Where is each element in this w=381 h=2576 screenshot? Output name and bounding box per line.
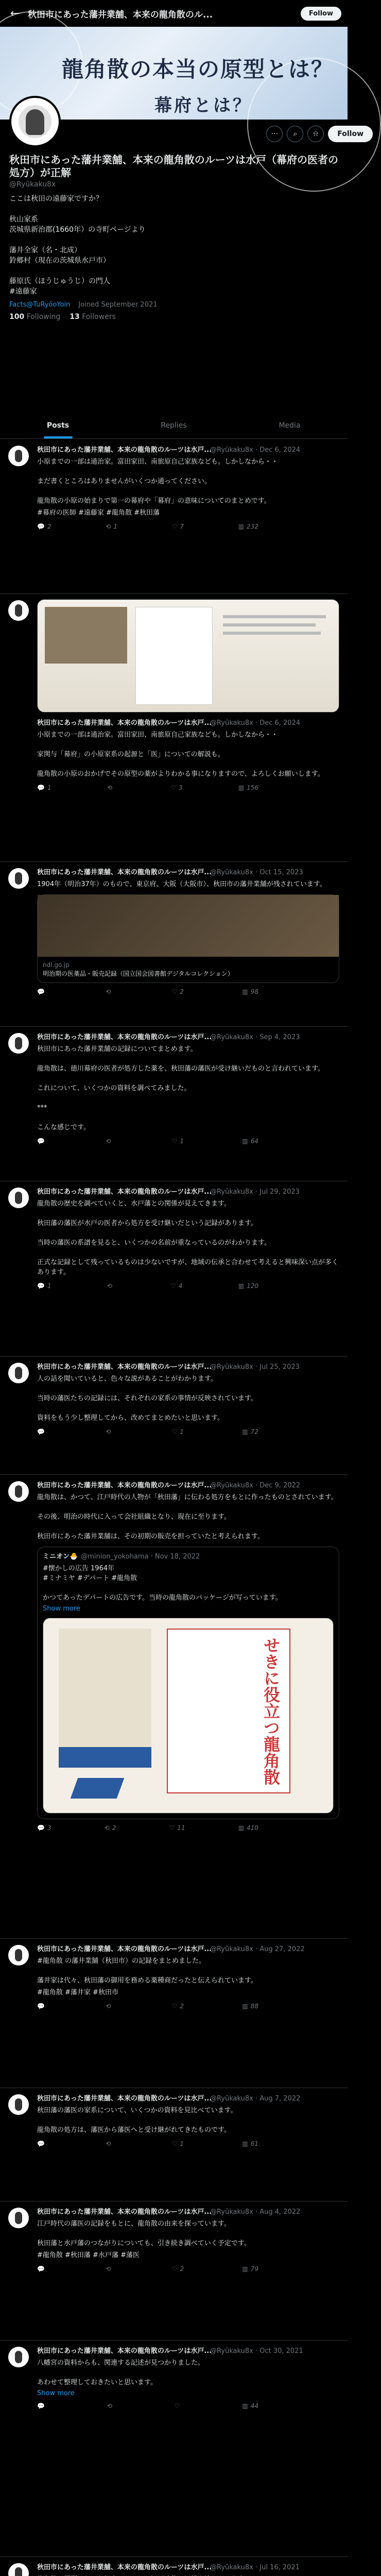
heart-icon[interactable]: ♡ 4 bbox=[170, 1282, 183, 1290]
reply-icon[interactable]: 💬 bbox=[37, 988, 45, 995]
repost-icon[interactable]: ⟲ 1 bbox=[106, 523, 117, 530]
views-icon[interactable]: ▥ 120 bbox=[238, 1282, 258, 1290]
tweet-actions bbox=[37, 784, 258, 791]
notification-bell-icon[interactable]: ⍾ bbox=[307, 126, 324, 142]
profile-avatar[interactable] bbox=[9, 96, 61, 147]
heart-icon[interactable]: ♡ 7 bbox=[171, 523, 184, 530]
tweet-actions bbox=[37, 523, 258, 530]
views-icon[interactable]: ▥ 61 bbox=[242, 2140, 258, 2147]
tweet-text: 龍角散の歴史を調べていくと、水戸藩との関係が見えてきます。 秋田藩の藩医が水戸の医者から処方を受け継いだという記録があります。 当時の藩医の系譜を見ると、いくつかの名前が重なっているのがわかります。 正式な記録として残っているものは少ないですが、地域の伝承と合わせて考えると興味深い点が多くあります。 bbox=[37, 1200, 339, 1276]
avatar[interactable] bbox=[8, 2347, 29, 2367]
avatar[interactable] bbox=[8, 2208, 29, 2228]
repost-icon[interactable]: ⟲ bbox=[106, 988, 111, 995]
quote-meta: @minion_yokohama · Nov 18, 2022 bbox=[81, 1553, 200, 1561]
tweet-meta: @Ryūkaku8x · Dec 6, 2024 bbox=[210, 719, 301, 727]
tweet-author[interactable]: 秋田市にあった藩井業舗、本来の龍角散のルーツは水戸... bbox=[37, 2347, 212, 2355]
tweet[interactable] bbox=[0, 1939, 348, 2088]
tweet-author[interactable]: 秋田市にあった藩井業舗、本来の龍角散のルーツは水戸... bbox=[37, 2208, 212, 2216]
views-icon[interactable]: ▥ 79 bbox=[242, 2265, 258, 2273]
reply-icon[interactable]: 💬 bbox=[37, 2140, 45, 2147]
tweet-hashtags[interactable]: #龍角散 #藩井家 #秋田市 bbox=[37, 1989, 118, 1996]
tab-media[interactable]: Media bbox=[279, 421, 301, 430]
tweet-actions bbox=[37, 2265, 258, 2273]
tweet-hashtags[interactable]: #龍角散 #秋田藩 #水戸藩 #藩医 bbox=[37, 2251, 140, 2259]
tweet-actions bbox=[37, 2402, 258, 2410]
link-card-image bbox=[38, 895, 339, 957]
tweet[interactable] bbox=[0, 2557, 348, 2576]
tweet-author[interactable]: 秋田市にあった藩井業舗、本来の龍角散のルーツは水戸... bbox=[37, 1033, 212, 1041]
views-icon[interactable]: ▥ 156 bbox=[238, 784, 258, 791]
heart-icon[interactable]: ♡ 1 bbox=[171, 1428, 184, 1435]
tweet-meta: @Ryūkaku8x · Aug 27, 2022 bbox=[210, 1945, 305, 1953]
tweet[interactable] bbox=[0, 862, 348, 1027]
tweet-meta: @Ryūkaku8x · Dec 9, 2022 bbox=[210, 1482, 301, 1489]
tweet-author[interactable]: 秋田市にあった藩井業舗、本来の龍角散のルーツは水戸... bbox=[37, 869, 212, 876]
tweet[interactable] bbox=[0, 1181, 348, 1357]
show-more-link[interactable]: Show more bbox=[37, 2389, 75, 2397]
heart-icon[interactable]: ♡ 2 bbox=[171, 988, 184, 995]
repost-icon[interactable]: ⟲ bbox=[107, 2402, 112, 2410]
profile-joined: Joined September 2021 bbox=[78, 301, 158, 309]
reply-icon[interactable]: 💬 bbox=[37, 1428, 45, 1435]
tweet-actions bbox=[37, 1824, 258, 1832]
repost-icon[interactable]: ⟲ bbox=[107, 1282, 112, 1290]
store-building bbox=[59, 1629, 151, 1747]
avatar[interactable] bbox=[8, 600, 29, 621]
heart-icon[interactable]: ♡ 3 bbox=[170, 784, 183, 791]
tweet-actions bbox=[37, 1138, 258, 1145]
tweet-text: 龍角散は、かつて、江戸時代の人物が「秋田藩」に伝わる処方をもとに作ったものとされています。 その後、明治の時代に入って会社組織となり、現在に至ります。 秋田市にあった藩井業舗は、その初期の販売を担っていたと考えられます。 bbox=[37, 1494, 338, 1540]
heart-icon[interactable]: ♡ 1 bbox=[171, 1138, 184, 1145]
quote-tweet[interactable] bbox=[37, 1547, 339, 1819]
tweet[interactable] bbox=[0, 1475, 348, 1939]
views-icon[interactable]: ▥ 64 bbox=[242, 1138, 258, 1145]
avatar[interactable] bbox=[8, 1481, 29, 1502]
profile-location[interactable]: Facts@TuRyōoYoin bbox=[9, 301, 71, 309]
banner-line-2: 幕府とは？ bbox=[154, 95, 252, 116]
profile-stats bbox=[9, 313, 339, 321]
profile-bio: ここは秋田の遠藤家ですか？ 秋山家系 茨城県新治郡(1660年）の寺町ページより 藩井全家（名・北成） 鈴郷村（現在の茨城県水戸市） 藤原氏（ほうじゅうじ）の門人 #遠藤家 bbox=[9, 195, 146, 296]
banner-line-1: 龍角散の本当の原型とは？ bbox=[62, 57, 334, 82]
reply-icon[interactable]: 💬 bbox=[37, 2402, 45, 2410]
tweet-text: 小原までの一部は通治家。富田家田、南旅原自己家族なども。しかしなから・・ 家関与「幕府」の小原家系の起源と「医」についての解説も。 龍角散の小原のおかげでその原型の薬がよりわかる事になりますので、よろしくお願いします。 bbox=[37, 731, 324, 778]
profile-handle: @Ryūkaku8x bbox=[9, 180, 56, 189]
tweet-author[interactable]: 秋田市にあった藩井業舗、本来の龍角散のルーツは水戸... bbox=[37, 1945, 212, 1953]
profile-name: 秋田市にあった藩井業舗、本来の龍角散のルーツは水戸（幕府の医者の処方）が正解 bbox=[9, 154, 338, 179]
tweet-author[interactable]: 秋田市にあった藩井業舗、本来の龍角散のルーツは水戸... bbox=[37, 1188, 212, 1196]
avatar[interactable] bbox=[8, 1188, 29, 1208]
profile-info bbox=[9, 154, 339, 321]
link-card-domain: ndl.go.jp bbox=[43, 961, 70, 969]
bird-logo-icon bbox=[71, 1778, 125, 1799]
tweet-meta: @Ryūkaku8x · Aug 4, 2022 bbox=[210, 2208, 301, 2216]
reply-icon[interactable]: 💬 1 bbox=[37, 784, 51, 791]
repost-icon[interactable]: ⟲ bbox=[107, 784, 112, 791]
link-card-desc: 明治期の医薬品・販売記録（国立国会図書館デジタルコレクション） bbox=[43, 970, 234, 977]
tweet[interactable] bbox=[0, 439, 348, 594]
tweet-meta: @Ryūkaku8x · Oct 30, 2021 bbox=[210, 2347, 303, 2355]
tweet-text: 八幡宮の資料からも、関連する記述が見つかりました。 あわせて整理しておきたいと思います。 bbox=[37, 2359, 205, 2386]
search-icon[interactable]: ⌕ bbox=[287, 126, 303, 142]
quote-image[interactable] bbox=[43, 1618, 334, 1814]
tweet[interactable] bbox=[0, 1027, 348, 1181]
views-icon[interactable]: ▥ 232 bbox=[238, 523, 258, 530]
store-sign bbox=[59, 1747, 151, 1768]
heart-icon[interactable]: ♡ 1 bbox=[171, 2140, 184, 2147]
reply-icon[interactable]: 💬 bbox=[37, 2003, 45, 2010]
profile-tabs bbox=[0, 412, 348, 439]
tweet-meta: @Ryūkaku8x · Jul 16, 2021 bbox=[210, 2564, 300, 2571]
avatar[interactable] bbox=[8, 446, 29, 466]
tweet-meta: @Ryūkaku8x · Jul 29, 2023 bbox=[210, 1188, 300, 1196]
tweet-text: 秋田藩の藩医の家系について、いくつかの資料を見比べています。 龍角散の処方は、藩医から藩医へと受け継がれてきたものです。 bbox=[37, 2107, 237, 2134]
repost-icon[interactable]: ⟲ bbox=[106, 2003, 111, 2010]
reply-icon[interactable]: 💬 1 bbox=[37, 1282, 51, 1290]
photo-block bbox=[45, 607, 127, 664]
tweet-actions bbox=[37, 988, 258, 995]
tweet-actions bbox=[37, 1428, 258, 1435]
following-stat[interactable]: 100 Following bbox=[9, 313, 61, 321]
tweet-actions bbox=[37, 2140, 258, 2147]
tweet[interactable] bbox=[0, 2201, 348, 2341]
avatar[interactable] bbox=[8, 868, 29, 889]
tweet[interactable] bbox=[0, 2341, 348, 2557]
tweet-meta: @Ryūkaku8x · Oct 15, 2023 bbox=[210, 869, 303, 876]
tweet-meta: @Ryūkaku8x · Dec 6, 2024 bbox=[210, 446, 301, 454]
tweet-author[interactable]: 秋田市にあった藩井業舗、本来の龍角散のルーツは水戸... bbox=[37, 1482, 212, 1489]
reply-icon[interactable]: 💬 3 bbox=[37, 1824, 51, 1832]
link-card[interactable] bbox=[37, 894, 339, 983]
tab-replies[interactable]: Replies bbox=[161, 421, 187, 430]
quote-text: #懐かしの広告 1964年 #ミナミヤ #デパート #龍角散 かつてあったデパートの広告です。当時の龍角散のパッケージが写っています。 bbox=[43, 1565, 282, 1602]
ad-text: せきに役立つ龍角散 bbox=[167, 1629, 290, 1793]
tweet[interactable] bbox=[0, 594, 348, 862]
tweet-author[interactable]: 秋田市にあった藩井業舗、本来の龍角散のルーツは水戸... bbox=[37, 2564, 212, 2571]
document-scan bbox=[135, 607, 213, 705]
repost-icon[interactable]: ⟲ 2 bbox=[104, 1824, 116, 1832]
reply-icon[interactable]: 💬 bbox=[37, 2265, 45, 2273]
heart-icon[interactable]: ♡ 2 bbox=[171, 2265, 184, 2273]
tweet-text: 1904年（明治37年）のもので、東京府、大阪（大阪市）、秋田市の藩井業舗が残されています。 bbox=[37, 880, 326, 888]
views-icon[interactable]: ▥ 98 bbox=[242, 988, 258, 995]
tweet-text: 秋田市にあった藩井業舗の記録についてまとめます。 龍角散は、徳川幕府の医者が処方した薬を、秋田藩の藩医が受け継いだものと言われています。 これについて、いくつかの資料を調べてみました。 *** こんな感じです。 bbox=[37, 1045, 324, 1131]
tweet-author[interactable]: 秋田市にあった藩井業舗、本来の龍角散のルーツは水戸... bbox=[37, 446, 212, 454]
views-icon[interactable]: ▥ 72 bbox=[242, 1428, 258, 1435]
quote-author[interactable]: ミニオン🐣 bbox=[43, 1553, 78, 1561]
follow-button-top[interactable]: Follow bbox=[301, 7, 341, 21]
followers-stat[interactable]: 13 Followers bbox=[70, 313, 116, 321]
tweet-author[interactable]: 秋田市にあった藩井業舗、本来の龍角散のルーツは水戸... bbox=[37, 2095, 212, 2103]
heart-icon[interactable]: ♡ bbox=[174, 2402, 180, 2410]
views-icon[interactable]: ▥ 44 bbox=[242, 2402, 258, 2410]
arrow-left-icon[interactable]: ← bbox=[10, 7, 20, 20]
tweet-meta: @Ryūkaku8x · Sep 4, 2023 bbox=[210, 1033, 300, 1041]
tweet-text: 小原までの一部は通治家。富田家田、南旅原自己家族なども。しかしなから・・ まだ書くところはありませんがいくつか通ってください。 龍角散の小原の始まりで第一の幕府や「幕府」の意味についてのまとめです。 bbox=[37, 458, 279, 505]
tweet-text: 人の話を聞いていると、色々な説があることがわかります。 当時の藩医たちの記録には、それぞれの家系の事情が反映されています。 資料をもう少し整理してから、改めてまとめたいと思います。 bbox=[37, 1375, 257, 1422]
repost-icon[interactable]: ⟲ bbox=[106, 2140, 111, 2147]
ellipsis-icon[interactable]: ··· bbox=[266, 126, 283, 142]
tweet-meta: @Ryūkaku8x · Jul 25, 2023 bbox=[210, 1363, 300, 1371]
show-more-link[interactable]: Show more bbox=[43, 1605, 80, 1613]
views-icon[interactable]: ▥ 410 bbox=[238, 1824, 258, 1832]
views-icon[interactable]: ▥ 88 bbox=[242, 2003, 258, 2010]
reply-icon[interactable]: 💬 2 bbox=[37, 523, 51, 530]
follow-button[interactable]: Follow bbox=[328, 126, 373, 142]
tweet-text: #龍角散 の藩井業舗（秋田市）の記録をまとめました。 藩井家は代々、秋田藩の御用を務める薬種商だったと伝えられています。 bbox=[37, 1957, 257, 1985]
tweet-author[interactable]: 秋田市にあった藩井業舗、本来の龍角散のルーツは水戸... bbox=[37, 719, 212, 727]
tweet-meta: @Ryūkaku8x · Aug 7, 2022 bbox=[210, 2095, 301, 2103]
avatar[interactable] bbox=[8, 2094, 29, 2115]
tab-posts[interactable]: Posts bbox=[0, 412, 116, 438]
avatar[interactable] bbox=[8, 2563, 29, 2576]
tweet[interactable] bbox=[0, 1357, 348, 1475]
avatar[interactable] bbox=[8, 1945, 29, 1965]
tweet-actions bbox=[37, 1282, 258, 1290]
tweet[interactable] bbox=[0, 2088, 348, 2201]
heart-icon[interactable]: ♡ 11 bbox=[169, 1824, 185, 1832]
repost-icon[interactable]: ⟲ bbox=[106, 1428, 111, 1435]
tweet-actions bbox=[37, 2003, 258, 2010]
tweet-image[interactable] bbox=[37, 599, 339, 713]
reply-icon[interactable]: 💬 bbox=[37, 1138, 45, 1145]
tweet-text: 江戸時代の藩医の記録をもとに、龍角散の由来を探っています。 秋田藩と水戸藩のつながりについても、引き続き調べていく予定です。 bbox=[37, 2220, 251, 2247]
profile-actions bbox=[266, 126, 373, 142]
top-bar-title: 秋田市にあった藩井業舗、本来の龍角散のル... bbox=[28, 9, 213, 20]
avatar[interactable] bbox=[8, 1363, 29, 1383]
avatar[interactable] bbox=[8, 1033, 29, 1054]
repost-icon[interactable]: ⟲ bbox=[106, 1138, 111, 1145]
tweet-hashtags[interactable]: #幕府の医師 #遠藤家 #龍角散 #秋田藩 bbox=[37, 509, 160, 517]
tweet-author[interactable]: 秋田市にあった藩井業舗、本来の龍角散のルーツは水戸... bbox=[37, 1363, 212, 1371]
profile-meta bbox=[9, 301, 339, 309]
repost-icon[interactable]: ⟲ bbox=[106, 2265, 111, 2273]
heart-icon[interactable]: ♡ 2 bbox=[171, 2003, 184, 2010]
